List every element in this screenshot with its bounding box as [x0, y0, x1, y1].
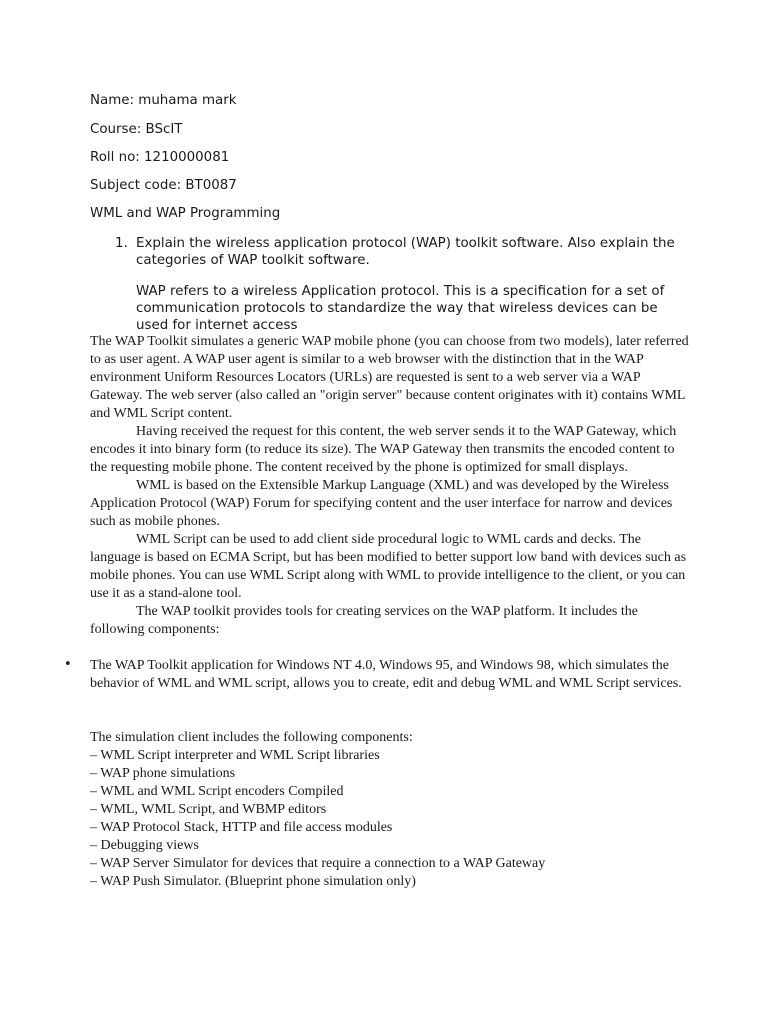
simulation-intro: The simulation client includes the following components:: [90, 730, 413, 745]
paragraph-user-agent: The WAP Toolkit simulates a generic WAP mobile phone (you can choose from two models), later referred to as user agent. A WAP user agent is similar to a web browser with the distinction that in the WAP environment Uniform Resources Locators (URLs) are requested is sent to a web server via a WAP Gateway. The web server (also called an "origin server" because content originates with it) contains WML and WML Script content.: [90, 334, 689, 421]
subject-code-line: Subject code: BT0087: [90, 178, 237, 193]
answer-intro: WAP refers to a wireless Application protocol. This is a specification for a set of communication protocols to standardize the way that wireless devices can be used for internet access: [136, 284, 665, 333]
list-item: – WML, WML Script, and WBMP editors: [90, 802, 327, 817]
bullet-item-toolkit-app: The WAP Toolkit application for Windows NT 4.0, Windows 95, and Windows 98, which simulates the behavior of WML and WML script, allows you to create, edit and debug WML and WML Script services.: [90, 658, 682, 691]
paragraph-toolkit-components: The WAP toolkit provides tools for creating services on the WAP platform. It includes the following components:: [90, 604, 638, 637]
subject-title: WML and WAP Programming: [90, 206, 281, 221]
paragraph-wml: WML is based on the Extensible Markup Language (XML) and was developed by the Wireless Application Protocol (WAP) Forum for specifying content and the user interface for narrow and devices such as mobile phones.: [90, 478, 673, 529]
course-line: Course: BScIT: [90, 122, 183, 137]
list-item: – WAP Protocol Stack, HTTP and file access modules: [90, 820, 393, 835]
list-item: – WAP phone simulations: [90, 766, 236, 781]
bullet-icon: •: [64, 657, 72, 672]
question-number: 1.: [115, 236, 128, 251]
answer-body: [90, 333, 690, 639]
question-text: Explain the wireless application protocol (WAP) toolkit software. Also explain the categories of WAP toolkit software.: [136, 236, 675, 268]
list-item: – WML and WML Script encoders Compiled: [90, 784, 344, 799]
list-item: – Debugging views: [90, 838, 199, 853]
roll-number-line: Roll no: 1210000081: [90, 150, 230, 165]
list-item: – WML Script interpreter and WML Script libraries: [90, 748, 380, 763]
simulation-components: [90, 729, 690, 891]
list-item: – WAP Push Simulator. (Blueprint phone simulation only): [90, 874, 416, 889]
student-name: Name: muhama mark: [90, 93, 237, 108]
paragraph-wml-script: WML Script can be used to add client side procedural logic to WML cards and decks. The language is based on ECMA Script, but has been modified to better support low band with devices such as mobile phones. You can use WML Script along with WML to provide intelligence to the client, or you can use it as a stand-alone tool.: [90, 532, 687, 601]
paragraph-gateway: Having received the request for this content, the web server sends it to the WAP Gateway, which encodes it into binary form (to reduce its size). The WAP Gateway then transmits the encoded content to the requesting mobile phone. The content received by the phone is optimized for small displays.: [90, 424, 677, 475]
list-item: – WAP Server Simulator for devices that require a connection to a WAP Gateway: [90, 856, 546, 871]
